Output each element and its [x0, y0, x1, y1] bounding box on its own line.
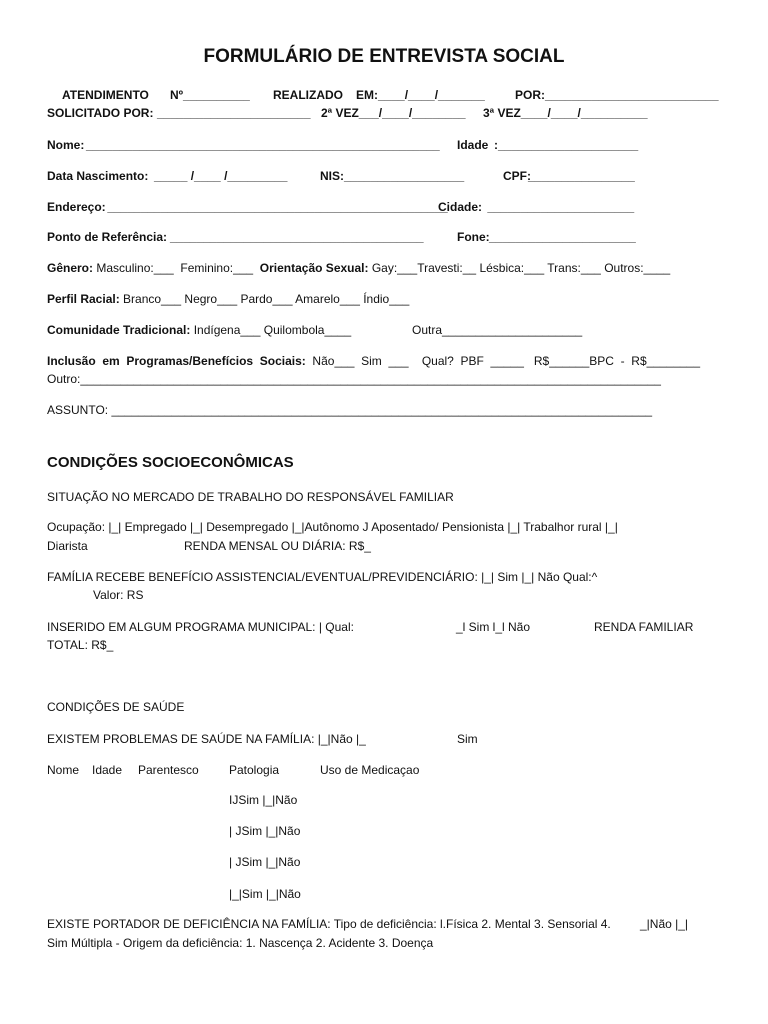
idade-label: Idade: [457, 138, 489, 152]
orientacao-label: Orientação Sexual:: [256, 261, 369, 275]
renda-familiar-total-field[interactable]: TOTAL: R$_: [47, 638, 114, 652]
col-idade-header: Idade: [92, 763, 123, 777]
nis-field[interactable]: __________________: [344, 169, 465, 183]
cidade-field[interactable]: ______________________: [484, 200, 635, 214]
inclusao-options[interactable]: Não___ Sim ___ Qual? PBF _____ R$______BPC - R$________: [305, 354, 701, 368]
problemas-saude-options[interactable]: EXISTEM PROBLEMAS DE SAÚDE NA FAMÍLIA: |_|Não |_: [47, 732, 366, 746]
saude-row-3-options[interactable]: | JSim |_|Não: [229, 855, 301, 869]
fone-field[interactable]: ______________________: [489, 230, 636, 244]
saude-row-1-options[interactable]: IJSim |_|Não: [229, 793, 298, 807]
saude-row-4-options[interactable]: |_|Sim |_|Não: [229, 887, 301, 901]
deficiencia-origem-text[interactable]: Sim Múltipla - Origem da deficiência: 1. Nascença 2. Acidente 3. Doença: [47, 936, 434, 950]
saude-row-2-options[interactable]: | JSim |_|Não: [229, 824, 301, 838]
cpf-label: CPF:: [503, 169, 531, 183]
nis-label: NIS:: [320, 169, 344, 183]
realizado-label: REALIZADO: [273, 88, 343, 102]
cidade-label: Cidade:: [438, 200, 483, 214]
col-parentesco-header: Parentesco: [138, 763, 199, 777]
comunidade-options[interactable]: Indígena___ Quilombola____: [190, 323, 352, 337]
cpf-field[interactable]: ________________: [528, 169, 635, 183]
nascimento-label: Data Nascimento:: [47, 169, 149, 183]
col-patologia-header: Patologia: [229, 763, 280, 777]
genero-row: [47, 261, 670, 276]
outro-field[interactable]: Outro:_______________________________________________________________________________________: [47, 372, 661, 386]
inserido-programa-options[interactable]: _l Sim l_l Não: [456, 620, 531, 634]
idade-field[interactable]: :_____________________: [494, 138, 639, 152]
perfil-racial-row: [47, 292, 409, 307]
realizado-por-field[interactable]: POR:__________________________: [515, 88, 719, 102]
perfil-racial-options[interactable]: Branco___ Negro___ Pardo___ Amarelo___ Índio___: [119, 292, 410, 306]
comunidade-label: Comunidade Tradicional:: [47, 323, 191, 337]
ocupacao-options[interactable]: Ocupação: |_| Empregado |_| Desempregado |_|Autônomo J Aposentado/ Pensionista |_| Trabalhor rural |_|: [47, 520, 618, 534]
nome-label: Nome:: [47, 138, 85, 152]
fone-label: Fone:: [457, 230, 490, 244]
comunidade-row: [47, 323, 351, 338]
problemas-saude-sim[interactable]: Sim: [457, 732, 478, 746]
atendimento-number-field[interactable]: Nº__________: [170, 88, 250, 102]
segunda-vez-field[interactable]: 2ª VEZ___/____/________: [321, 106, 466, 120]
col-nome-header: Nome: [47, 763, 80, 777]
inserido-programa-text[interactable]: INSERIDO EM ALGUM PROGRAMA MUNICIPAL: | Qual:: [47, 620, 354, 634]
diarista-text: Diarista: [47, 539, 88, 553]
nome-field[interactable]: _____________________________________________________: [86, 138, 440, 152]
col-medicacao-header: Uso de Medicaçao: [320, 763, 420, 777]
referencia-label: Ponto de Referência:: [47, 230, 168, 244]
solicitado-por-field[interactable]: _______________________: [157, 106, 311, 120]
solicitado-por-label: SOLICITADO POR:: [47, 106, 154, 120]
socioeconomicas-heading: CONDIÇÕES SOCIOECONÔMICAS: [47, 454, 294, 471]
referencia-field[interactable]: ______________________________________: [170, 230, 424, 244]
inclusao-row: [47, 354, 700, 369]
familia-beneficio-options[interactable]: FAMÍLIA RECEBE BENEFÍCIO ASSISTENCIAL/EVENTUAL/PREVIDENCIÁRIO: |_| Sim |_| Não Qual:^: [47, 570, 598, 584]
nascimento-field[interactable]: _____ /____ /_________: [154, 169, 288, 183]
situacao-mercado-text: SITUAÇÃO NO MERCADO DE TRABALHO DO RESPONSÁVEL FAMILIAR: [47, 490, 454, 504]
genero-options[interactable]: Masculino:___ Feminino:___: [93, 261, 257, 275]
comunidade-outra-field[interactable]: Outra_____________________: [412, 323, 583, 337]
inclusao-label: Inclusão em Programas/Benefícios Sociais:: [47, 354, 306, 368]
endereco-field[interactable]: ___________________________________________________: [104, 200, 448, 214]
saude-heading: CONDIÇÕES DE SAÚDE: [47, 700, 185, 714]
assunto-field[interactable]: ASSUNTO: _________________________________________________________________________________: [47, 403, 653, 417]
terceira-vez-field[interactable]: 3ª VEZ____/____/__________: [483, 106, 648, 120]
valor-field[interactable]: Valor: RS: [93, 588, 144, 602]
form-title: FORMULÁRIO DE ENTREVISTA SOCIAL: [203, 46, 565, 67]
deficiencia-options[interactable]: _|Não |_|: [640, 917, 689, 931]
perfil-racial-label: Perfil Racial:: [47, 292, 120, 306]
atendimento-label: ATENDIMENTO: [62, 88, 149, 102]
orientacao-options[interactable]: Gay:___Travesti:__ Lésbica:___ Trans:___ Outros:____: [368, 261, 671, 275]
endereco-label: Endereço:: [47, 200, 106, 214]
renda-familiar-label: RENDA FAMILIAR: [594, 620, 694, 634]
renda-mensal-field[interactable]: RENDA MENSAL OU DIÁRIA: R$_: [184, 539, 371, 553]
realizado-date-field[interactable]: EM:____/____/_______: [356, 88, 485, 102]
deficiencia-text[interactable]: EXISTE PORTADOR DE DEFICIÊNCIA NA FAMÍLIA: Tipo de deficiência: l.Física 2. Mental 3. Sensorial 4.: [47, 917, 611, 931]
genero-label: Gênero:: [47, 261, 94, 275]
